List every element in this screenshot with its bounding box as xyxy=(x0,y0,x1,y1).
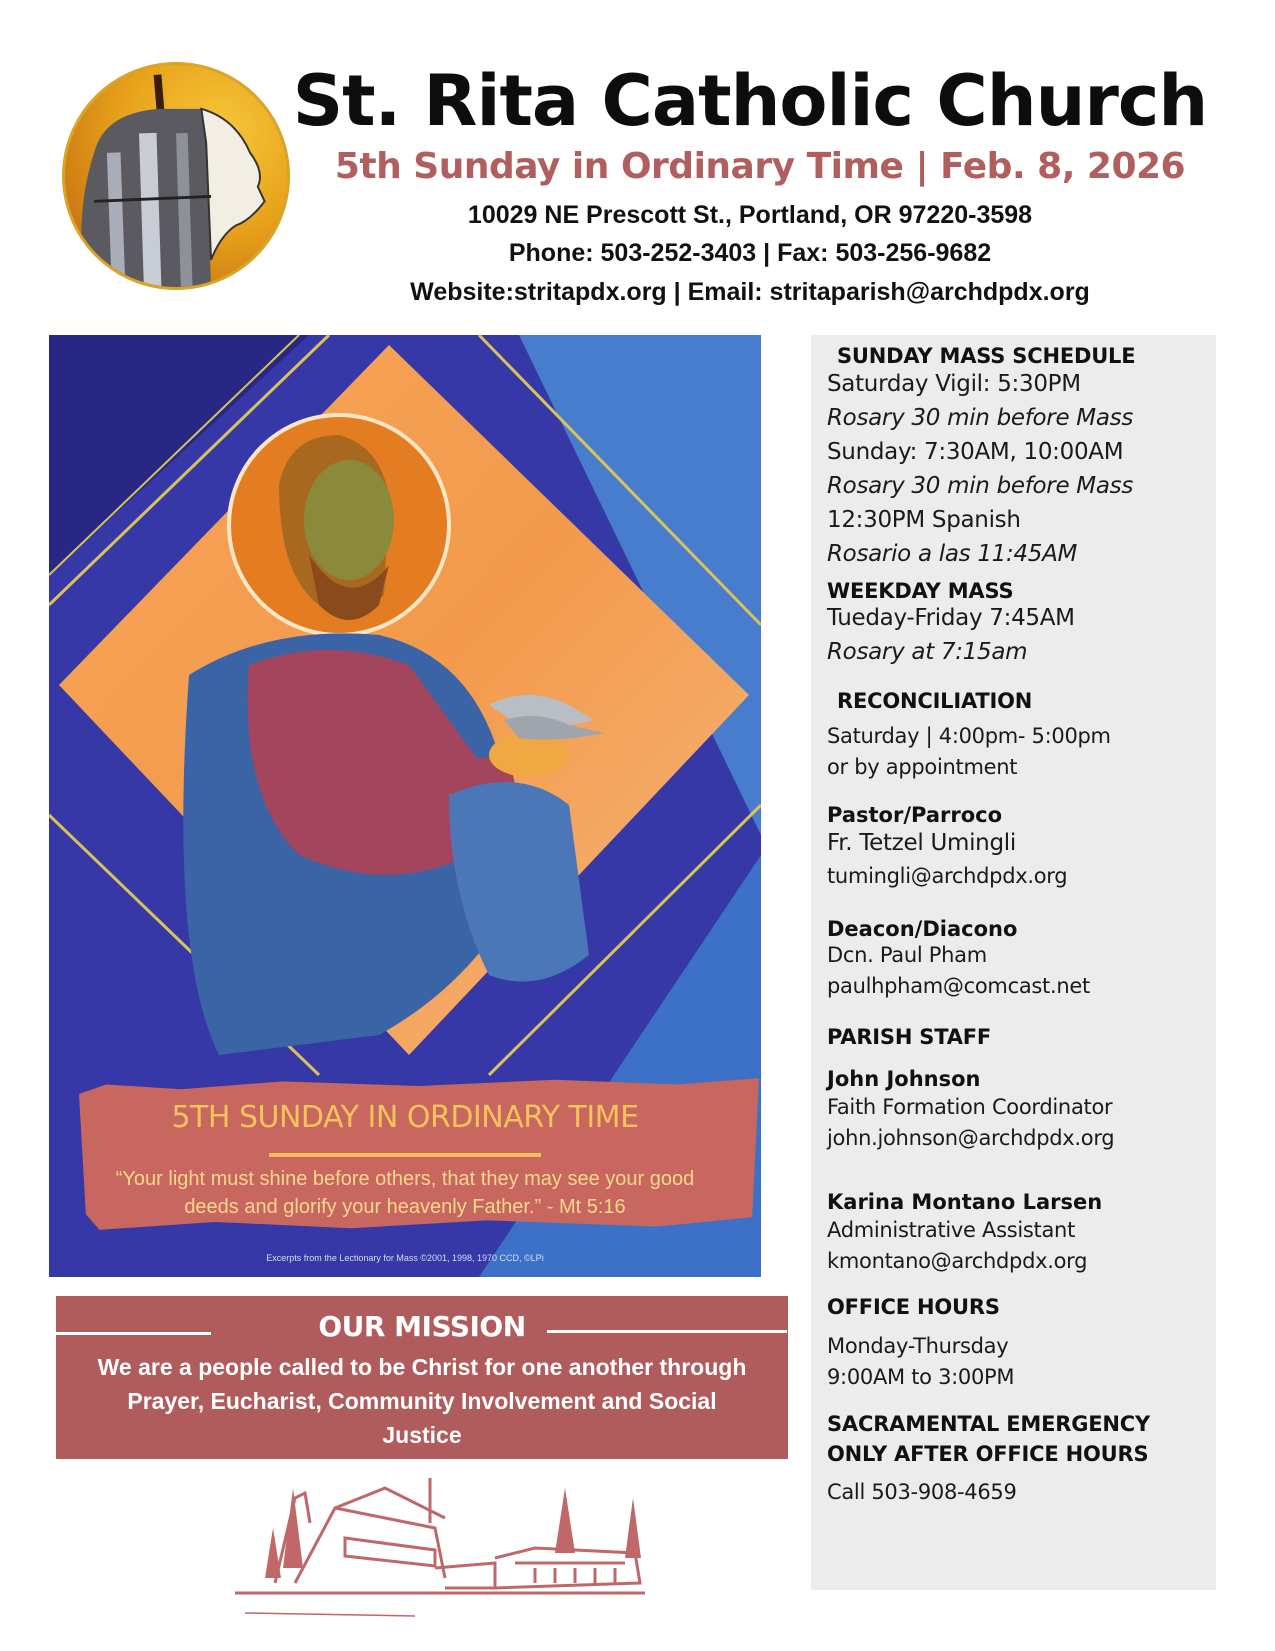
pastor-heading: Pastor/Parroco xyxy=(827,803,1003,827)
emergency-phone[interactable]: Call 503-908-4659 xyxy=(827,1480,1017,1504)
mission-statement: We are a people called to be Christ for one another through Prayer, Eucharist, Community Involvement and Social Justice xyxy=(97,1354,747,1448)
church-address: 10029 NE Prescott St., Portland, OR 97220-3598 xyxy=(467,201,1033,229)
sunday-mass-heading: SUNDAY MASS SCHEDULE xyxy=(837,344,1136,368)
pastor-email[interactable]: tumingli@archdpdx.org xyxy=(827,864,1068,888)
schedule-line: Tueday-Friday 7:45AM xyxy=(827,605,1075,631)
church-logo xyxy=(62,62,290,290)
emergency-heading-1: SACRAMENTAL EMERGENCY xyxy=(827,1412,1151,1436)
banner-title: 5TH SUNDAY IN ORDINARY TIME xyxy=(171,1100,639,1135)
office-hours-line: 9:00AM to 3:00PM xyxy=(827,1365,1015,1389)
scripture-quote: “Your light must shine before others, that they may see your good deeds and glorify your heavenly Father.” - Mt 5:16 xyxy=(115,1168,695,1218)
phone-fax: Phone: 503-252-3403 | Fax: 503-256-9682 xyxy=(508,239,992,267)
staff-email[interactable]: john.johnson@archdpdx.org xyxy=(827,1126,1115,1150)
mission-title: OUR MISSION xyxy=(318,1310,526,1343)
schedule-line: Rosary at 7:15am xyxy=(827,639,1028,665)
schedule-line: Rosary 30 min before Mass xyxy=(827,405,1134,431)
reconciliation-line: Saturday | 4:00pm- 5:00pm xyxy=(827,724,1111,748)
staff-name: Karina Montano Larsen xyxy=(827,1190,1103,1214)
copyright-credit: Excerpts from the Lectionary for Mass ©2001, 1998, 1970 CCD, ©LPi xyxy=(266,1253,544,1263)
reconciliation-heading: RECONCILIATION xyxy=(837,689,1033,713)
reconciliation-line: or by appointment xyxy=(827,755,1018,779)
deacon-name: Dcn. Paul Pham xyxy=(827,943,987,967)
emergency-heading-2: ONLY AFTER OFFICE HOURS xyxy=(827,1442,1149,1466)
staff-email[interactable]: kmontano@archdpdx.org xyxy=(827,1249,1088,1273)
banner-divider xyxy=(269,1153,541,1157)
parish-staff-heading: PARISH STAFF xyxy=(827,1025,992,1049)
stained-glass-saint-rita-icon xyxy=(65,65,287,287)
church-name: St. Rita Catholic Church xyxy=(292,60,1208,142)
office-hours-heading: OFFICE HOURS xyxy=(827,1295,1000,1319)
staff-role: Faith Formation Coordinator xyxy=(827,1095,1113,1119)
deacon-email[interactable]: paulhpham@comcast.net xyxy=(827,974,1090,998)
staff-name: John Johnson xyxy=(827,1067,981,1091)
feature-artwork xyxy=(49,335,761,1277)
office-hours-line: Monday-Thursday xyxy=(827,1334,1009,1358)
staff-role: Administrative Assistant xyxy=(827,1218,1075,1242)
website-email[interactable]: Website:stritapdx.org | Email: stritaparish@archdpdx.org xyxy=(410,278,1090,306)
weekday-mass-heading: WEEKDAY MASS xyxy=(827,579,1014,603)
deacon-heading: Deacon/Diacono xyxy=(827,917,1018,941)
church-building-sketch-icon xyxy=(235,1468,675,1618)
schedule-line: 12:30PM Spanish xyxy=(827,507,1021,533)
schedule-line: Saturday Vigil: 5:30PM xyxy=(827,371,1081,397)
pastor-name: Fr. Tetzel Umingli xyxy=(827,830,1016,856)
liturgical-date: 5th Sunday in Ordinary Time | Feb. 8, 2026 xyxy=(334,146,1186,187)
schedule-line: Sunday: 7:30AM, 10:00AM xyxy=(827,439,1124,465)
schedule-line: Rosario a las 11:45AM xyxy=(827,541,1078,567)
info-sidebar xyxy=(811,335,1216,1590)
mission-box xyxy=(56,1296,788,1459)
schedule-line: Rosary 30 min before Mass xyxy=(827,473,1134,499)
